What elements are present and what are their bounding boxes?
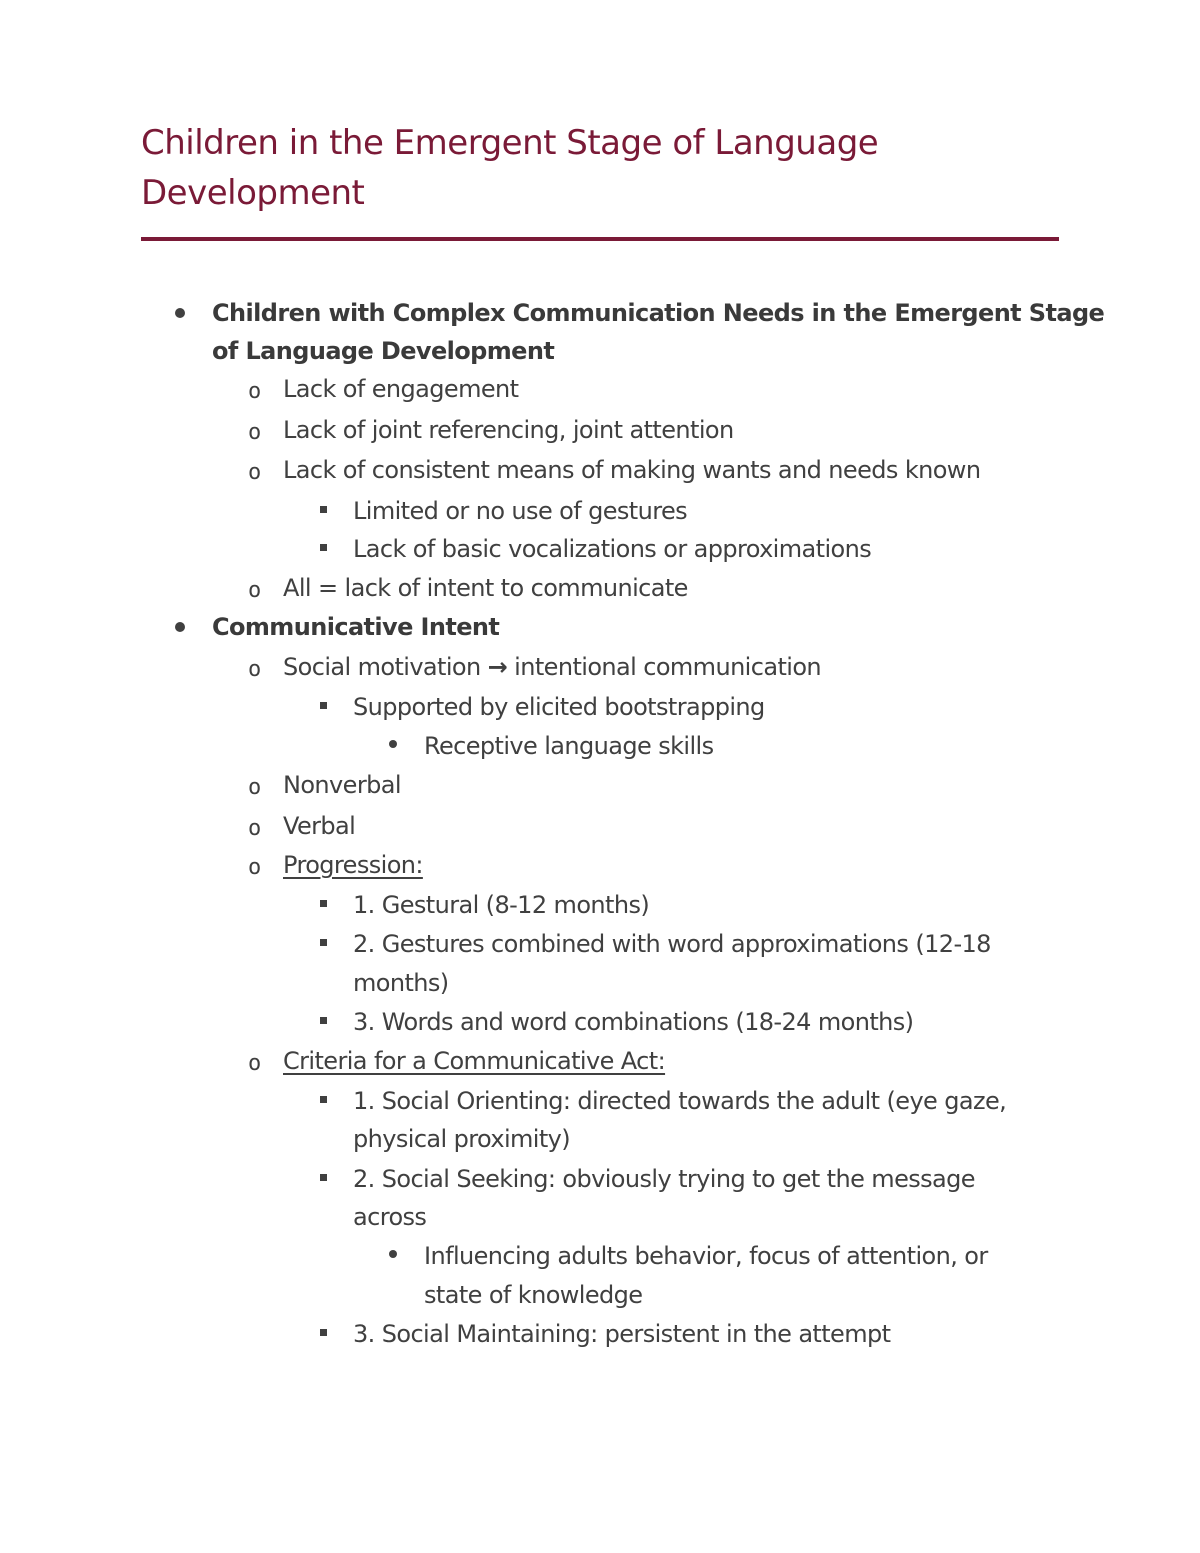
list-item: Lack of engagement [283,375,519,403]
list-subitem: Supported by elicited bootstrapping [353,693,765,721]
bullet-square-icon [320,544,327,551]
bullet-dot-icon [175,622,185,632]
bullet-dot-icon [175,308,185,318]
list-subitem-cont: months) [353,969,449,997]
list-subitem: 2. Social Seeking: obviously trying to get the message [353,1165,975,1193]
bullet-square-icon [320,1174,327,1181]
list-subitem: Lack of basic vocalizations or approximations [353,535,872,563]
criteria-label: Criteria for a Communicative Act: [283,1047,666,1075]
list-item [283,648,821,686]
list-item: Nonverbal [283,771,401,799]
list-subitem-cont: physical proximity) [353,1125,571,1153]
bullet-circle-icon: o [248,578,262,603]
bullet-circle-icon: o [248,1051,262,1076]
bullet-circle-icon: o [248,816,262,841]
bullet-square-icon [320,702,327,709]
bullet-circle-icon: o [248,775,262,800]
list-subsubitem: Influencing adults behavior, focus of attention, or [424,1242,988,1270]
social-motivation-text: Social motivation [283,653,481,681]
section-heading: Communicative Intent [212,613,500,641]
list-subitem: Limited or no use of gestures [353,497,688,525]
list-subitem: 3. Words and word combinations (18-24 months) [353,1008,914,1036]
list-subitem: 2. Gestures combined with word approximations (12-18 [353,930,991,958]
arrow-right-icon: → [487,653,508,681]
list-item: All = lack of intent to communicate [283,574,688,602]
bullet-circle-icon: o [248,657,262,682]
list-item: Lack of joint referencing, joint attention [283,416,734,444]
progression-label: Progression: [283,851,423,879]
bullet-circle-icon: o [248,420,262,445]
bullet-circle-icon: o [248,379,262,404]
list-subitem: 3. Social Maintaining: persistent in the attempt [353,1320,891,1348]
bullet-square-icon [320,1096,327,1103]
bullet-square-icon [320,900,327,907]
bullet-square-icon [320,506,327,513]
title-line-2: Development [141,173,365,213]
intentional-text: intentional communication [507,653,822,681]
bullet-square-icon [320,1017,327,1024]
bullet-circle-icon: o [248,460,262,485]
bullet-square-icon [320,1329,327,1336]
list-item: Verbal [283,812,356,840]
bullet-circle-icon: o [248,855,262,880]
title-divider [141,237,1059,241]
list-subitem-cont: across [353,1203,427,1231]
list-subsubitem-cont: state of knowledge [424,1281,643,1309]
bullet-dot-icon [389,1250,397,1258]
list-subitem: 1. Gestural (8-12 months) [353,891,650,919]
bullet-square-icon [320,939,327,946]
bullet-dot-icon [389,740,397,748]
title-line-1: Children in the Emergent Stage of Language [141,123,879,163]
list-subitem: 1. Social Orienting: directed towards the adult (eye gaze, [353,1087,1007,1115]
list-subsubitem: Receptive language skills [424,732,714,760]
list-item: Lack of consistent means of making wants and needs known [283,456,981,484]
section-heading-cont: of Language Development [212,337,555,365]
page-title [141,118,1041,218]
section-heading: Children with Complex Communication Needs in the Emergent Stage [212,299,1105,327]
